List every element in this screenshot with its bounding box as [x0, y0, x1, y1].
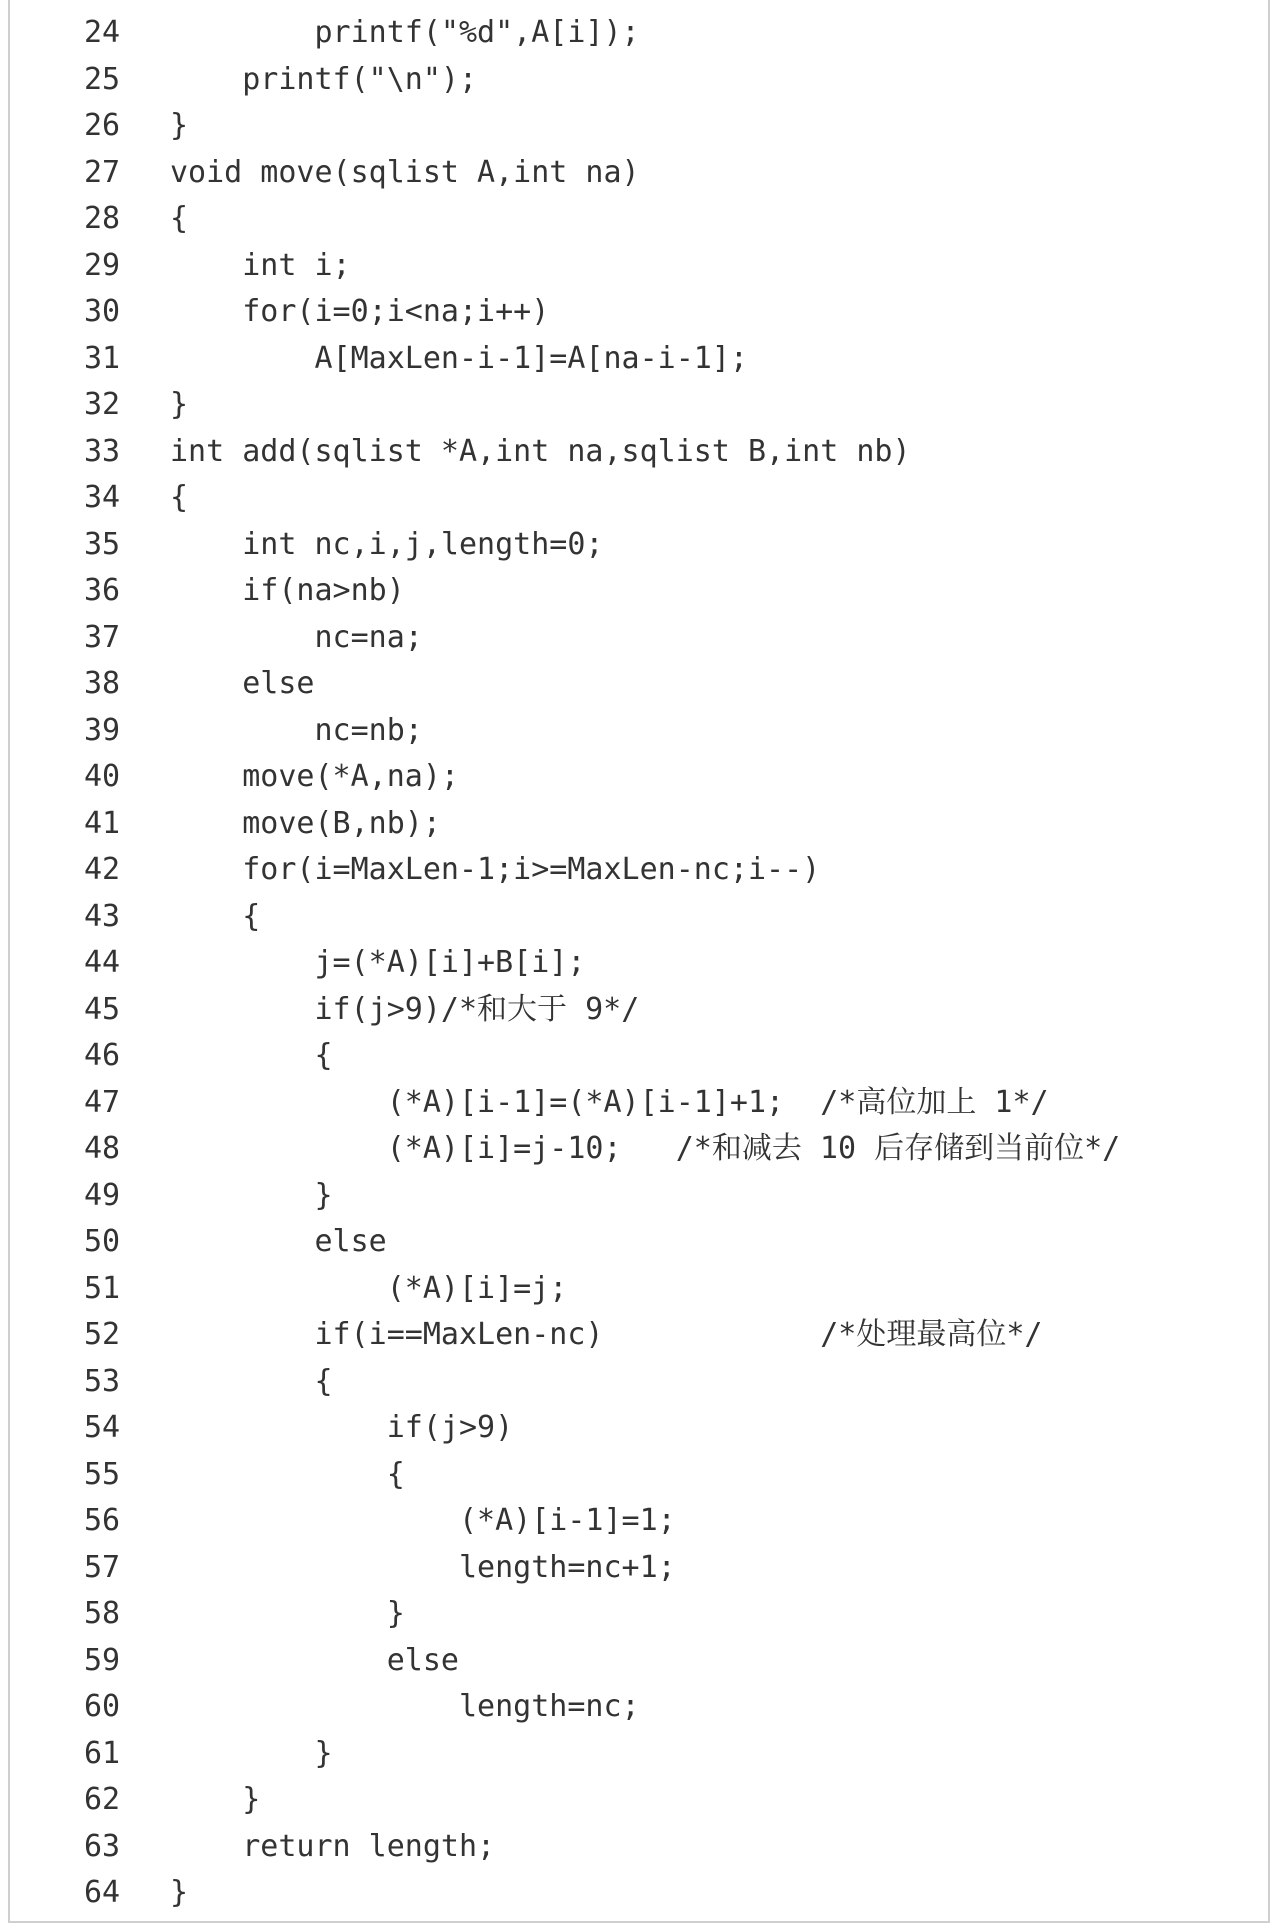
code-text: for(i=MaxLen-1;i>=MaxLen-nc;i--): [170, 852, 821, 887]
code-line: [10, 1266, 1272, 1313]
code-text: printf("\n");: [170, 61, 478, 97]
code-line: [10, 1126, 1272, 1173]
code-line: [10, 1498, 1272, 1545]
code-line: [10, 1312, 1272, 1359]
code-line: [10, 661, 1272, 708]
code-text: {: [170, 1456, 405, 1492]
code-text: }: [170, 1596, 405, 1631]
code-line: [10, 1219, 1272, 1266]
code-text: {: [170, 201, 189, 236]
code-text: }: [170, 387, 189, 422]
code-line: [10, 10, 1272, 57]
code-line: [10, 429, 1272, 476]
code-listing-frame: [8, 0, 1270, 1923]
code-text: }: [170, 108, 189, 143]
line-number: 29: [84, 247, 121, 283]
code-line: [10, 196, 1272, 243]
code-text: if(j>9)/*和大于 9*/: [170, 991, 640, 1027]
code-text: nc=na;: [170, 619, 423, 655]
line-number: 35: [84, 526, 121, 562]
code-text: length=nc+1;: [170, 1549, 676, 1585]
code-line: [10, 847, 1272, 894]
code-listing: [10, 10, 1272, 1917]
code-line: [10, 1870, 1272, 1917]
code-text: (*A)[i-1]=1;: [170, 1503, 676, 1538]
line-number: 63: [84, 1828, 121, 1864]
code-text: if(j>9): [170, 1410, 514, 1445]
code-text: return length;: [170, 1828, 496, 1864]
code-line: [10, 1777, 1272, 1824]
code-text: }: [170, 1875, 189, 1910]
code-line: [10, 1824, 1272, 1871]
code-line: [10, 754, 1272, 801]
line-number: 58: [84, 1596, 121, 1631]
code-line: [10, 1684, 1272, 1731]
code-line: [10, 1452, 1272, 1499]
code-line: [10, 522, 1272, 569]
line-number: 46: [84, 1038, 121, 1073]
line-number: 57: [84, 1549, 121, 1585]
code-text: if(na>nb): [170, 573, 405, 608]
code-text: }: [170, 1177, 333, 1213]
code-line: [10, 615, 1272, 662]
code-line: [10, 801, 1272, 848]
line-number: 38: [84, 666, 121, 701]
line-number: 52: [84, 1317, 121, 1352]
line-number: 50: [84, 1224, 121, 1259]
line-number: 54: [84, 1410, 121, 1445]
code-line: [10, 1545, 1272, 1592]
line-number: 32: [84, 387, 121, 422]
code-text: else: [170, 1224, 387, 1259]
code-text: int i;: [170, 247, 351, 283]
code-text: {: [170, 898, 261, 934]
line-number: 27: [84, 154, 121, 190]
code-line: [10, 1173, 1272, 1220]
line-number: 48: [84, 1131, 121, 1166]
code-line: [10, 1405, 1272, 1452]
line-number: 34: [84, 480, 121, 515]
line-number: 37: [84, 619, 121, 655]
code-line: [10, 382, 1272, 429]
line-number: 24: [84, 15, 121, 50]
code-text: (*A)[i]=j-10; /*和减去 10 后存储到当前位*/: [170, 1131, 1121, 1166]
code-text: }: [170, 1782, 261, 1817]
line-number: 33: [84, 433, 121, 469]
line-number: 30: [84, 294, 121, 329]
line-number: 61: [84, 1735, 121, 1771]
code-line: [10, 1591, 1272, 1638]
line-number: 49: [84, 1177, 121, 1213]
code-line: [10, 1033, 1272, 1080]
code-text: else: [170, 666, 315, 701]
line-number: 53: [84, 1363, 121, 1399]
code-line: [10, 940, 1272, 987]
line-number: 64: [84, 1875, 121, 1910]
line-number: 45: [84, 991, 121, 1027]
code-text: int nc,i,j,length=0;: [170, 526, 604, 562]
code-line: [10, 987, 1272, 1034]
code-text: int add(sqlist *A,int na,sqlist B,int nb): [170, 433, 911, 469]
code-line: [10, 568, 1272, 615]
line-number: 43: [84, 898, 121, 934]
line-number: 26: [84, 108, 121, 143]
code-text: }: [170, 1735, 333, 1771]
code-text: (*A)[i]=j;: [170, 1270, 568, 1306]
code-text: move(B,nb);: [170, 805, 441, 841]
line-number: 55: [84, 1456, 121, 1492]
line-number: 59: [84, 1642, 121, 1678]
code-text: void move(sqlist A,int na): [170, 154, 640, 190]
code-line: [10, 336, 1272, 383]
code-line: [10, 103, 1272, 150]
line-number: 51: [84, 1270, 121, 1306]
code-line: [10, 894, 1272, 941]
line-number: 31: [84, 340, 121, 376]
code-line: [10, 289, 1272, 336]
line-number: 62: [84, 1782, 121, 1817]
line-number: 28: [84, 201, 121, 236]
code-text: {: [170, 1363, 333, 1399]
line-number: 42: [84, 852, 121, 887]
code-text: nc=nb;: [170, 712, 423, 748]
line-number: 36: [84, 573, 121, 608]
code-text: for(i=0;i<na;i++): [170, 294, 550, 329]
code-text: if(i==MaxLen-nc) /*处理最高位*/: [170, 1317, 1043, 1352]
code-text: printf("%d",A[i]);: [170, 15, 640, 50]
line-number: 44: [84, 945, 121, 980]
code-text: j=(*A)[i]+B[i];: [170, 945, 586, 980]
code-text: A[MaxLen-i-1]=A[na-i-1];: [170, 340, 748, 376]
line-number: 47: [84, 1084, 121, 1120]
line-number: 56: [84, 1503, 121, 1538]
code-text: {: [170, 1038, 333, 1073]
code-line: [10, 475, 1272, 522]
code-text: (*A)[i-1]=(*A)[i-1]+1; /*高位加上 1*/: [170, 1084, 1049, 1120]
line-number: 41: [84, 805, 121, 841]
code-line: [10, 708, 1272, 755]
line-number: 25: [84, 61, 121, 97]
code-line: [10, 150, 1272, 197]
code-text: move(*A,na);: [170, 759, 459, 794]
code-line: [10, 1359, 1272, 1406]
line-number: 40: [84, 759, 121, 794]
code-text: {: [170, 480, 189, 515]
code-text: length=nc;: [170, 1689, 640, 1724]
code-line: [10, 1080, 1272, 1127]
code-line: [10, 243, 1272, 290]
code-line: [10, 1731, 1272, 1778]
code-line: [10, 1638, 1272, 1685]
code-line: [10, 57, 1272, 104]
line-number: 39: [84, 712, 121, 748]
line-number: 60: [84, 1689, 121, 1724]
code-text: else: [170, 1642, 459, 1678]
